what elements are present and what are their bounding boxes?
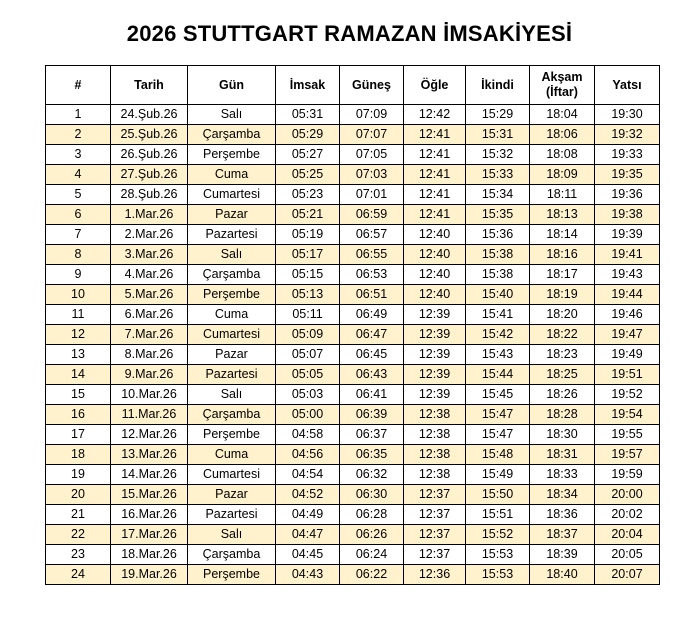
cell-gunes: 06:24 — [340, 545, 404, 565]
cell-ogle: 12:41 — [404, 205, 466, 225]
table-row — [46, 145, 660, 165]
cell-yatsi: 20:05 — [595, 545, 660, 565]
cell-aksam: 18:14 — [530, 225, 595, 245]
cell-imsak: 05:23 — [276, 185, 340, 205]
cell-date: 15.Mar.26 — [111, 485, 188, 505]
cell-number: 8 — [46, 245, 111, 265]
cell-gunes: 06:41 — [340, 385, 404, 405]
cell-ogle: 12:40 — [404, 285, 466, 305]
cell-aksam: 18:30 — [530, 425, 595, 445]
cell-ikindi: 15:43 — [466, 345, 530, 365]
cell-day: Pazar — [188, 345, 276, 365]
cell-day: Pazartesi — [188, 225, 276, 245]
table-row — [46, 545, 660, 565]
cell-day: Cumartesi — [188, 465, 276, 485]
cell-yatsi: 19:52 — [595, 385, 660, 405]
cell-gunes: 06:45 — [340, 345, 404, 365]
cell-day: Cuma — [188, 305, 276, 325]
cell-yatsi: 20:04 — [595, 525, 660, 545]
cell-yatsi: 19:43 — [595, 265, 660, 285]
cell-number: 20 — [46, 485, 111, 505]
cell-ogle: 12:41 — [404, 165, 466, 185]
cell-number: 18 — [46, 445, 111, 465]
prayer-times-table — [45, 65, 660, 585]
table-row — [46, 505, 660, 525]
cell-imsak: 05:03 — [276, 385, 340, 405]
table-row — [46, 185, 660, 205]
cell-day: Pazartesi — [188, 365, 276, 385]
cell-imsak: 04:56 — [276, 445, 340, 465]
cell-gunes: 06:28 — [340, 505, 404, 525]
cell-yatsi: 19:55 — [595, 425, 660, 445]
cell-yatsi: 19:41 — [595, 245, 660, 265]
cell-yatsi: 19:35 — [595, 165, 660, 185]
cell-ogle: 12:40 — [404, 225, 466, 245]
cell-ikindi: 15:41 — [466, 305, 530, 325]
cell-date: 25.Şub.26 — [111, 125, 188, 145]
cell-aksam: 18:20 — [530, 305, 595, 325]
cell-date: 1.Mar.26 — [111, 205, 188, 225]
cell-ogle: 12:42 — [404, 105, 466, 125]
cell-imsak: 04:43 — [276, 565, 340, 585]
cell-yatsi: 20:02 — [595, 505, 660, 525]
cell-date: 4.Mar.26 — [111, 265, 188, 285]
cell-yatsi: 19:32 — [595, 125, 660, 145]
cell-date: 26.Şub.26 — [111, 145, 188, 165]
cell-imsak: 05:25 — [276, 165, 340, 185]
table-row — [46, 365, 660, 385]
cell-imsak: 04:45 — [276, 545, 340, 565]
cell-number: 21 — [46, 505, 111, 525]
cell-gunes: 06:39 — [340, 405, 404, 425]
cell-gunes: 06:51 — [340, 285, 404, 305]
cell-number: 17 — [46, 425, 111, 445]
cell-imsak: 05:13 — [276, 285, 340, 305]
table-row — [46, 385, 660, 405]
cell-imsak: 05:09 — [276, 325, 340, 345]
cell-ogle: 12:39 — [404, 365, 466, 385]
cell-gunes: 06:55 — [340, 245, 404, 265]
cell-day: Salı — [188, 245, 276, 265]
cell-aksam: 18:23 — [530, 345, 595, 365]
cell-yatsi: 19:49 — [595, 345, 660, 365]
cell-ikindi: 15:44 — [466, 365, 530, 385]
cell-day: Cumartesi — [188, 185, 276, 205]
table-row — [46, 205, 660, 225]
table-row — [46, 225, 660, 245]
cell-date: 3.Mar.26 — [111, 245, 188, 265]
cell-ikindi: 15:31 — [466, 125, 530, 145]
cell-day: Çarşamba — [188, 265, 276, 285]
cell-date: 12.Mar.26 — [111, 425, 188, 445]
cell-ogle: 12:37 — [404, 505, 466, 525]
cell-date: 19.Mar.26 — [111, 565, 188, 585]
header-aksam-line2: (İftar) — [546, 85, 578, 99]
cell-aksam: 18:33 — [530, 465, 595, 485]
cell-number: 15 — [46, 385, 111, 405]
cell-date: 5.Mar.26 — [111, 285, 188, 305]
header-ogle: Öğle — [404, 66, 466, 105]
cell-gunes: 07:05 — [340, 145, 404, 165]
cell-number: 6 — [46, 205, 111, 225]
cell-ikindi: 15:53 — [466, 565, 530, 585]
cell-aksam: 18:34 — [530, 485, 595, 505]
cell-ikindi: 15:29 — [466, 105, 530, 125]
cell-gunes: 07:03 — [340, 165, 404, 185]
cell-ikindi: 15:52 — [466, 525, 530, 545]
cell-imsak: 05:11 — [276, 305, 340, 325]
cell-aksam: 18:11 — [530, 185, 595, 205]
cell-ogle: 12:41 — [404, 185, 466, 205]
cell-ogle: 12:38 — [404, 465, 466, 485]
table-row — [46, 105, 660, 125]
cell-gunes: 06:37 — [340, 425, 404, 445]
cell-yatsi: 19:46 — [595, 305, 660, 325]
cell-imsak: 05:19 — [276, 225, 340, 245]
table-header — [46, 66, 660, 105]
cell-date: 13.Mar.26 — [111, 445, 188, 465]
cell-date: 2.Mar.26 — [111, 225, 188, 245]
cell-ogle: 12:39 — [404, 305, 466, 325]
cell-day: Salı — [188, 105, 276, 125]
cell-date: 17.Mar.26 — [111, 525, 188, 545]
cell-ikindi: 15:47 — [466, 405, 530, 425]
cell-ogle: 12:39 — [404, 385, 466, 405]
cell-imsak: 05:07 — [276, 345, 340, 365]
cell-imsak: 05:21 — [276, 205, 340, 225]
cell-day: Çarşamba — [188, 125, 276, 145]
cell-date: 14.Mar.26 — [111, 465, 188, 485]
cell-gunes: 06:35 — [340, 445, 404, 465]
cell-ikindi: 15:50 — [466, 485, 530, 505]
header-aksam-line1: Akşam — [541, 70, 583, 84]
cell-number: 14 — [46, 365, 111, 385]
table-row — [46, 125, 660, 145]
cell-date: 18.Mar.26 — [111, 545, 188, 565]
cell-imsak: 05:31 — [276, 105, 340, 125]
cell-gunes: 06:47 — [340, 325, 404, 345]
cell-ogle: 12:37 — [404, 485, 466, 505]
cell-number: 13 — [46, 345, 111, 365]
cell-number: 9 — [46, 265, 111, 285]
cell-ogle: 12:38 — [404, 425, 466, 445]
cell-day: Çarşamba — [188, 405, 276, 425]
cell-ikindi: 15:51 — [466, 505, 530, 525]
cell-day: Perşembe — [188, 425, 276, 445]
cell-gunes: 07:01 — [340, 185, 404, 205]
cell-number: 24 — [46, 565, 111, 585]
table-body — [46, 105, 660, 585]
table-row — [46, 285, 660, 305]
cell-ogle: 12:37 — [404, 545, 466, 565]
cell-day: Pazar — [188, 485, 276, 505]
cell-imsak: 05:00 — [276, 405, 340, 425]
cell-gunes: 06:43 — [340, 365, 404, 385]
cell-yatsi: 19:36 — [595, 185, 660, 205]
cell-yatsi: 19:47 — [595, 325, 660, 345]
cell-imsak: 05:29 — [276, 125, 340, 145]
table-row — [46, 565, 660, 585]
cell-gunes: 06:32 — [340, 465, 404, 485]
cell-yatsi: 19:39 — [595, 225, 660, 245]
cell-aksam: 18:31 — [530, 445, 595, 465]
cell-ikindi: 15:35 — [466, 205, 530, 225]
cell-number: 19 — [46, 465, 111, 485]
cell-date: 24.Şub.26 — [111, 105, 188, 125]
cell-imsak: 04:58 — [276, 425, 340, 445]
cell-aksam: 18:06 — [530, 125, 595, 145]
cell-aksam: 18:39 — [530, 545, 595, 565]
cell-aksam: 18:36 — [530, 505, 595, 525]
cell-yatsi: 19:33 — [595, 145, 660, 165]
cell-gunes: 06:49 — [340, 305, 404, 325]
cell-number: 7 — [46, 225, 111, 245]
table-row — [46, 245, 660, 265]
cell-aksam: 18:19 — [530, 285, 595, 305]
cell-date: 7.Mar.26 — [111, 325, 188, 345]
cell-date: 10.Mar.26 — [111, 385, 188, 405]
header-day: Gün — [188, 66, 276, 105]
cell-yatsi: 20:07 — [595, 565, 660, 585]
cell-aksam: 18:09 — [530, 165, 595, 185]
cell-ogle: 12:39 — [404, 325, 466, 345]
cell-yatsi: 19:59 — [595, 465, 660, 485]
cell-number: 5 — [46, 185, 111, 205]
cell-aksam: 18:22 — [530, 325, 595, 345]
cell-ikindi: 15:38 — [466, 265, 530, 285]
cell-gunes: 06:26 — [340, 525, 404, 545]
cell-imsak: 05:15 — [276, 265, 340, 285]
table-row — [46, 445, 660, 465]
cell-date: 11.Mar.26 — [111, 405, 188, 425]
cell-ikindi: 15:34 — [466, 185, 530, 205]
cell-date: 9.Mar.26 — [111, 365, 188, 385]
cell-number: 3 — [46, 145, 111, 165]
cell-ogle: 12:38 — [404, 445, 466, 465]
cell-yatsi: 19:54 — [595, 405, 660, 425]
cell-number: 16 — [46, 405, 111, 425]
header-gunes: Güneş — [340, 66, 404, 105]
header-ikindi: İkindi — [466, 66, 530, 105]
cell-number: 23 — [46, 545, 111, 565]
cell-aksam: 18:08 — [530, 145, 595, 165]
cell-day: Pazartesi — [188, 505, 276, 525]
table-row — [46, 345, 660, 365]
table-row — [46, 325, 660, 345]
cell-ikindi: 15:47 — [466, 425, 530, 445]
cell-aksam: 18:13 — [530, 205, 595, 225]
cell-ogle: 12:40 — [404, 245, 466, 265]
cell-number: 1 — [46, 105, 111, 125]
cell-day: Perşembe — [188, 565, 276, 585]
cell-day: Cumartesi — [188, 325, 276, 345]
cell-imsak: 04:47 — [276, 525, 340, 545]
cell-number: 2 — [46, 125, 111, 145]
table-row — [46, 485, 660, 505]
cell-ikindi: 15:45 — [466, 385, 530, 405]
cell-ogle: 12:40 — [404, 265, 466, 285]
page-title: 2026 STUTTGART RAMAZAN İMSAKİYESİ — [126, 21, 573, 46]
cell-day: Cuma — [188, 445, 276, 465]
cell-yatsi: 19:44 — [595, 285, 660, 305]
cell-ogle: 12:36 — [404, 565, 466, 585]
cell-number: 4 — [46, 165, 111, 185]
cell-imsak: 05:05 — [276, 365, 340, 385]
cell-gunes: 06:57 — [340, 225, 404, 245]
header-aksam — [530, 66, 595, 105]
header-imsak: İmsak — [276, 66, 340, 105]
cell-date: 28.Şub.26 — [111, 185, 188, 205]
cell-ogle: 12:39 — [404, 345, 466, 365]
cell-ogle: 12:37 — [404, 525, 466, 545]
cell-date: 8.Mar.26 — [111, 345, 188, 365]
cell-gunes: 07:09 — [340, 105, 404, 125]
cell-ogle: 12:41 — [404, 145, 466, 165]
cell-ikindi: 15:36 — [466, 225, 530, 245]
cell-ogle: 12:38 — [404, 405, 466, 425]
cell-aksam: 18:28 — [530, 405, 595, 425]
cell-day: Salı — [188, 385, 276, 405]
cell-ikindi: 15:49 — [466, 465, 530, 485]
cell-date: 27.Şub.26 — [111, 165, 188, 185]
header-number: # — [46, 66, 111, 105]
cell-aksam: 18:40 — [530, 565, 595, 585]
table-row — [46, 425, 660, 445]
cell-number: 10 — [46, 285, 111, 305]
table-row — [46, 405, 660, 425]
cell-imsak: 04:52 — [276, 485, 340, 505]
cell-ikindi: 15:40 — [466, 285, 530, 305]
cell-aksam: 18:25 — [530, 365, 595, 385]
cell-gunes: 06:22 — [340, 565, 404, 585]
cell-number: 12 — [46, 325, 111, 345]
cell-yatsi: 20:00 — [595, 485, 660, 505]
cell-ikindi: 15:53 — [466, 545, 530, 565]
cell-imsak: 04:54 — [276, 465, 340, 485]
cell-number: 11 — [46, 305, 111, 325]
table-row — [46, 525, 660, 545]
cell-ikindi: 15:48 — [466, 445, 530, 465]
cell-aksam: 18:26 — [530, 385, 595, 405]
cell-imsak: 05:17 — [276, 245, 340, 265]
cell-day: Cuma — [188, 165, 276, 185]
cell-yatsi: 19:51 — [595, 365, 660, 385]
header-row — [46, 66, 660, 105]
cell-aksam: 18:04 — [530, 105, 595, 125]
cell-gunes: 07:07 — [340, 125, 404, 145]
cell-aksam: 18:17 — [530, 265, 595, 285]
cell-yatsi: 19:38 — [595, 205, 660, 225]
cell-day: Çarşamba — [188, 545, 276, 565]
cell-date: 16.Mar.26 — [111, 505, 188, 525]
cell-ikindi: 15:32 — [466, 145, 530, 165]
cell-ikindi: 15:42 — [466, 325, 530, 345]
cell-imsak: 04:49 — [276, 505, 340, 525]
cell-ikindi: 15:38 — [466, 245, 530, 265]
table-row — [46, 465, 660, 485]
cell-aksam: 18:37 — [530, 525, 595, 545]
table-row — [46, 165, 660, 185]
cell-number: 22 — [46, 525, 111, 545]
table-row — [46, 305, 660, 325]
cell-gunes: 06:53 — [340, 265, 404, 285]
cell-aksam: 18:16 — [530, 245, 595, 265]
cell-day: Pazar — [188, 205, 276, 225]
cell-day: Salı — [188, 525, 276, 545]
cell-day: Perşembe — [188, 285, 276, 305]
cell-ogle: 12:41 — [404, 125, 466, 145]
cell-imsak: 05:27 — [276, 145, 340, 165]
header-date: Tarih — [111, 66, 188, 105]
cell-date: 6.Mar.26 — [111, 305, 188, 325]
cell-yatsi: 19:30 — [595, 105, 660, 125]
cell-yatsi: 19:57 — [595, 445, 660, 465]
cell-day: Perşembe — [188, 145, 276, 165]
cell-ikindi: 15:33 — [466, 165, 530, 185]
cell-gunes: 06:30 — [340, 485, 404, 505]
table-row — [46, 265, 660, 285]
cell-gunes: 06:59 — [340, 205, 404, 225]
header-yatsi: Yatsı — [595, 66, 660, 105]
